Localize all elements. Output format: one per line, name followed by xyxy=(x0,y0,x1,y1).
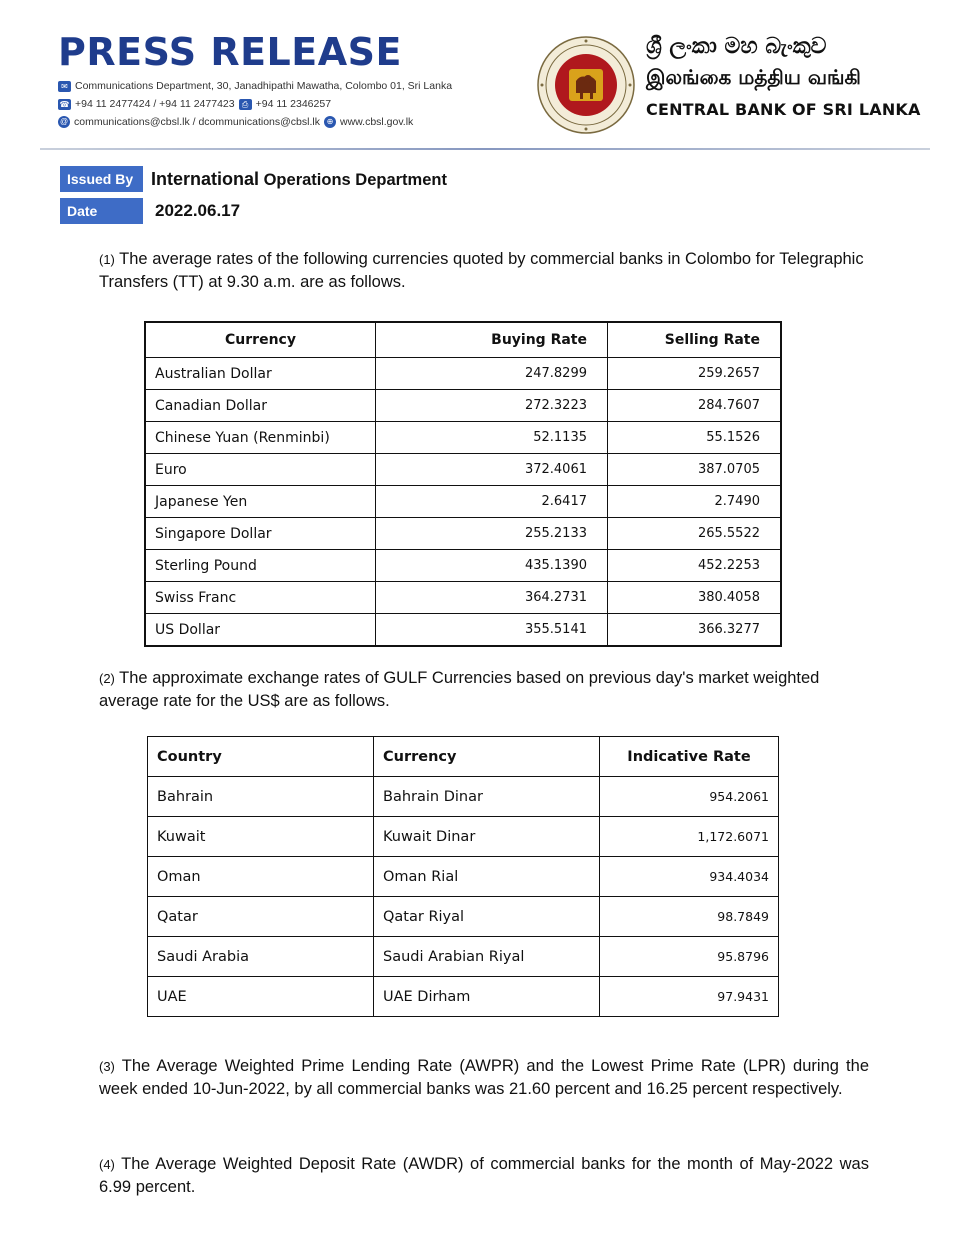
currency-cell: Saudi Arabian Riyal xyxy=(374,937,600,977)
section4-paragraph xyxy=(99,1153,869,1198)
issued-by-label: Issued By xyxy=(60,166,143,192)
buying-rate-cell: 52.1135 xyxy=(376,422,608,454)
section2-text: The approximate exchange rates of GULF Currencies based on previous day's market weighted average rate for the US$ are as follows. xyxy=(99,669,820,710)
currency-cell: Sterling Pound xyxy=(145,550,376,582)
table-row xyxy=(145,454,781,486)
selling-rate-cell: 259.2657 xyxy=(608,358,782,390)
section3-paragraph xyxy=(99,1055,869,1100)
table-row xyxy=(148,897,779,937)
selling-rate-cell: 380.4058 xyxy=(608,582,782,614)
column-header-selling-rate: Selling Rate xyxy=(608,322,782,358)
address-line xyxy=(58,80,452,92)
currency-cell: Qatar Riyal xyxy=(374,897,600,937)
country-cell: Qatar xyxy=(148,897,374,937)
table-row xyxy=(148,777,779,817)
column-header-currency: Currency xyxy=(145,322,376,358)
table-row xyxy=(145,390,781,422)
currency-cell: Japanese Yen xyxy=(145,486,376,518)
buying-rate-cell: 372.4061 xyxy=(376,454,608,486)
buying-rate-cell: 272.3223 xyxy=(376,390,608,422)
press-release-title: PRESS RELEASE xyxy=(58,30,402,74)
table-row xyxy=(148,937,779,977)
column-header-currency: Currency xyxy=(374,737,600,777)
table-row xyxy=(145,486,781,518)
bank-name-block xyxy=(646,34,921,119)
currency-cell: Canadian Dollar xyxy=(145,390,376,422)
date-value: 2022.06.17 xyxy=(155,201,241,220)
issued-by-rest: Operations Department xyxy=(259,171,447,189)
fax-icon: ⎙ xyxy=(239,99,252,110)
indicative-rate-cell: 954.2061 xyxy=(600,777,779,817)
section1-number: (1) xyxy=(99,252,115,267)
section3-number: (3) xyxy=(99,1059,115,1074)
currency-cell: US Dollar xyxy=(145,614,376,647)
currency-cell: Swiss Franc xyxy=(145,582,376,614)
currency-cell: UAE Dirham xyxy=(374,977,600,1017)
selling-rate-cell: 2.7490 xyxy=(608,486,782,518)
selling-rate-cell: 265.5522 xyxy=(608,518,782,550)
country-cell: UAE xyxy=(148,977,374,1017)
section4-number: (4) xyxy=(99,1157,115,1172)
buying-rate-cell: 247.8299 xyxy=(376,358,608,390)
table-row xyxy=(145,614,781,647)
currency-cell: Singapore Dollar xyxy=(145,518,376,550)
indicative-rate-cell: 934.4034 xyxy=(600,857,779,897)
phone-fax-line xyxy=(58,98,331,110)
currency-cell: Euro xyxy=(145,454,376,486)
table-row xyxy=(148,977,779,1017)
tt-rates-body xyxy=(145,358,781,647)
table-row xyxy=(148,817,779,857)
buying-rate-cell: 255.2133 xyxy=(376,518,608,550)
tt-rates-header-row xyxy=(145,322,781,358)
indicative-rate-cell: 98.7849 xyxy=(600,897,779,937)
section1-paragraph xyxy=(99,248,869,293)
bank-name-sinhala: ශ්‍රී ලංකා මහ බැංකුව xyxy=(646,34,827,59)
table-row xyxy=(145,518,781,550)
selling-rate-cell: 284.7607 xyxy=(608,390,782,422)
section4-text: The Average Weighted Deposit Rate (AWDR) of commercial banks for the month of May-2022 was 6.99 percent. xyxy=(99,1155,869,1196)
currency-cell: Oman Rial xyxy=(374,857,600,897)
cbsl-seal-logo xyxy=(536,35,636,135)
column-header-buying-rate: Buying Rate xyxy=(376,322,608,358)
indicative-rate-cell: 1,172.6071 xyxy=(600,817,779,857)
email-text[interactable]: communications@cbsl.lk / dcommunications@cbsl.lk xyxy=(74,116,320,128)
gulf-rates-header-row xyxy=(148,737,779,777)
mail-icon: ✉ xyxy=(58,81,71,92)
buying-rate-cell: 355.5141 xyxy=(376,614,608,647)
email-web-line xyxy=(58,116,413,128)
bank-name-english: CENTRAL BANK OF SRI LANKA xyxy=(646,100,921,119)
currency-cell: Kuwait Dinar xyxy=(374,817,600,857)
indicative-rate-cell: 97.9431 xyxy=(600,977,779,1017)
section1-text: The average rates of the following currencies quoted by commercial banks in Colombo for Telegraphic Transfers (TT) at 9.30 a.m. are as follows. xyxy=(99,250,864,291)
country-cell: Kuwait xyxy=(148,817,374,857)
bank-name-tamil: இலங்கை மத்திய வங்கி xyxy=(646,65,861,89)
table-row xyxy=(145,582,781,614)
gulf-rates-body xyxy=(148,777,779,1017)
selling-rate-cell: 387.0705 xyxy=(608,454,782,486)
issued-by-value xyxy=(151,169,447,190)
table-row xyxy=(145,358,781,390)
buying-rate-cell: 435.1390 xyxy=(376,550,608,582)
currency-cell: Chinese Yuan (Renminbi) xyxy=(145,422,376,454)
section3-text: The Average Weighted Prime Lending Rate (AWPR) and the Lowest Prime Rate (LPR) during the week ended 10-Jun-2022, by all commercial banks was 21.60 percent and 16.25 percent respectively. xyxy=(99,1057,869,1098)
currency-cell: Australian Dollar xyxy=(145,358,376,390)
header-divider xyxy=(40,148,930,150)
buying-rate-cell: 2.6417 xyxy=(376,486,608,518)
section2-paragraph xyxy=(99,667,869,712)
selling-rate-cell: 55.1526 xyxy=(608,422,782,454)
date-label: Date xyxy=(60,198,143,224)
website-link[interactable]: www.cbsl.gov.lk xyxy=(339,116,414,128)
indicative-rate-cell: 95.8796 xyxy=(600,937,779,977)
country-cell: Saudi Arabia xyxy=(148,937,374,977)
buying-rate-cell: 364.2731 xyxy=(376,582,608,614)
currency-cell: Bahrain Dinar xyxy=(374,777,600,817)
phone-icon: ☎ xyxy=(59,99,70,109)
country-cell: Oman xyxy=(148,857,374,897)
fax-text: +94 11 2346257 xyxy=(255,98,332,110)
gulf-rates-table xyxy=(147,736,779,1017)
column-header-indicative-rate: Indicative Rate xyxy=(600,737,779,777)
table-row xyxy=(148,857,779,897)
selling-rate-cell: 452.2253 xyxy=(608,550,782,582)
phone-text: +94 11 2477424 / +94 11 2477423 xyxy=(75,98,235,110)
globe-icon: ⊕ xyxy=(324,116,336,128)
address-text: Communications Department, 30, Janadhipathi Mawatha, Colombo 01, Sri Lanka xyxy=(75,80,453,92)
table-row xyxy=(145,422,781,454)
column-header-country: Country xyxy=(148,737,374,777)
selling-rate-cell: 366.3277 xyxy=(608,614,782,647)
section2-number: (2) xyxy=(99,671,115,686)
at-icon: @ xyxy=(59,117,69,126)
issued-by-first: International xyxy=(151,169,260,189)
tt-rates-table xyxy=(144,321,782,647)
country-cell: Bahrain xyxy=(148,777,374,817)
table-row xyxy=(145,550,781,582)
